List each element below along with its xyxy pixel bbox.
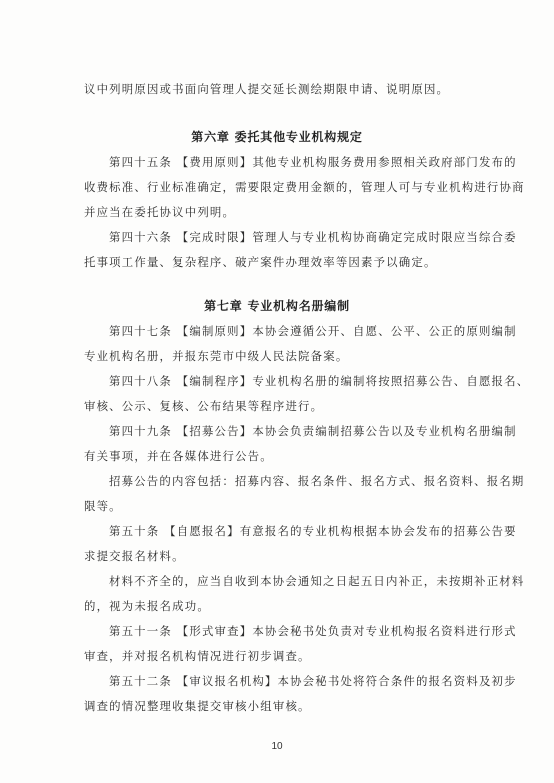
chapter-heading: 第七章 专业机构名册编制 [204,299,350,313]
paragraph-line: 招募公告的内容包括：招募内容、报名条件、报名方式、报名资料、报名期 [109,474,525,488]
paragraph-line: 并应当在委托协议中列明。 [84,205,236,219]
paragraph-line: 议中列明原因或书面向管理人提交延长测绘期限申请、说明原因。 [84,82,450,96]
paragraph-line: 第四十五条 【费用原则】其他专业机构服务费用参照相关政府部门发布的 [109,155,517,169]
paragraph-line: 第五十条 【自愿报名】有意报名的专业机构根据本协会发布的招募公告要 [109,524,517,538]
paragraph-line: 调查的情况整理收集提交审核小组审核。 [84,699,311,713]
paragraph-line: 第四十六条 【完成时限】管理人与专业机构协商确定完成时限应当综合委 [109,230,517,244]
chapter-heading: 第六章 委托其他专业机构规定 [191,130,363,144]
paragraph-line: 求提交报名材料。 [84,549,185,563]
paragraph-line: 第五十二条 【审议报名机构】本协会秘书处将符合条件的报名资料及初步 [109,674,517,688]
paragraph-line: 第四十八条 【编制程序】专业机构名册的编制将按照招募公告、自愿报名、 [109,374,530,388]
paragraph-line: 托事项工作量、复杂程序、破产案件办理效率等因素予以确定。 [84,255,437,269]
paragraph-line: 第五十一条 【形式审查】本协会秘书处负责对专业机构报名资料进行形式 [109,624,517,638]
paragraph-line: 第四十九条 【招募公告】本协会负责编制招募公告以及专业机构名册编制 [109,424,517,438]
paragraph-line: 有关事项，并在各媒体进行公告。 [84,449,273,463]
paragraph-line: 的，视为未报名成功。 [84,599,210,613]
paragraph-line: 审核、公示、复核、公布结果等程序进行。 [84,399,324,413]
page-number: 10 [271,741,283,752]
paragraph-line: 收费标准、行业标准确定，需要限定费用金额的，管理人可与专业机构进行协商 [84,180,525,194]
paragraph-line: 第四十七条 【编制原则】本协会遵循公开、自愿、公平、公正的原则编制 [109,324,517,338]
paragraph-line: 审查，并对报名机构情况进行初步调查。 [84,649,311,663]
paragraph-line: 限等。 [84,499,122,513]
paragraph-line: 专业机构名册，并报东莞市中级人民法院备案。 [84,349,349,363]
paragraph-line: 材料不齐全的，应当自收到本协会通知之日起五日内补正，未按期补正材料 [109,574,525,588]
